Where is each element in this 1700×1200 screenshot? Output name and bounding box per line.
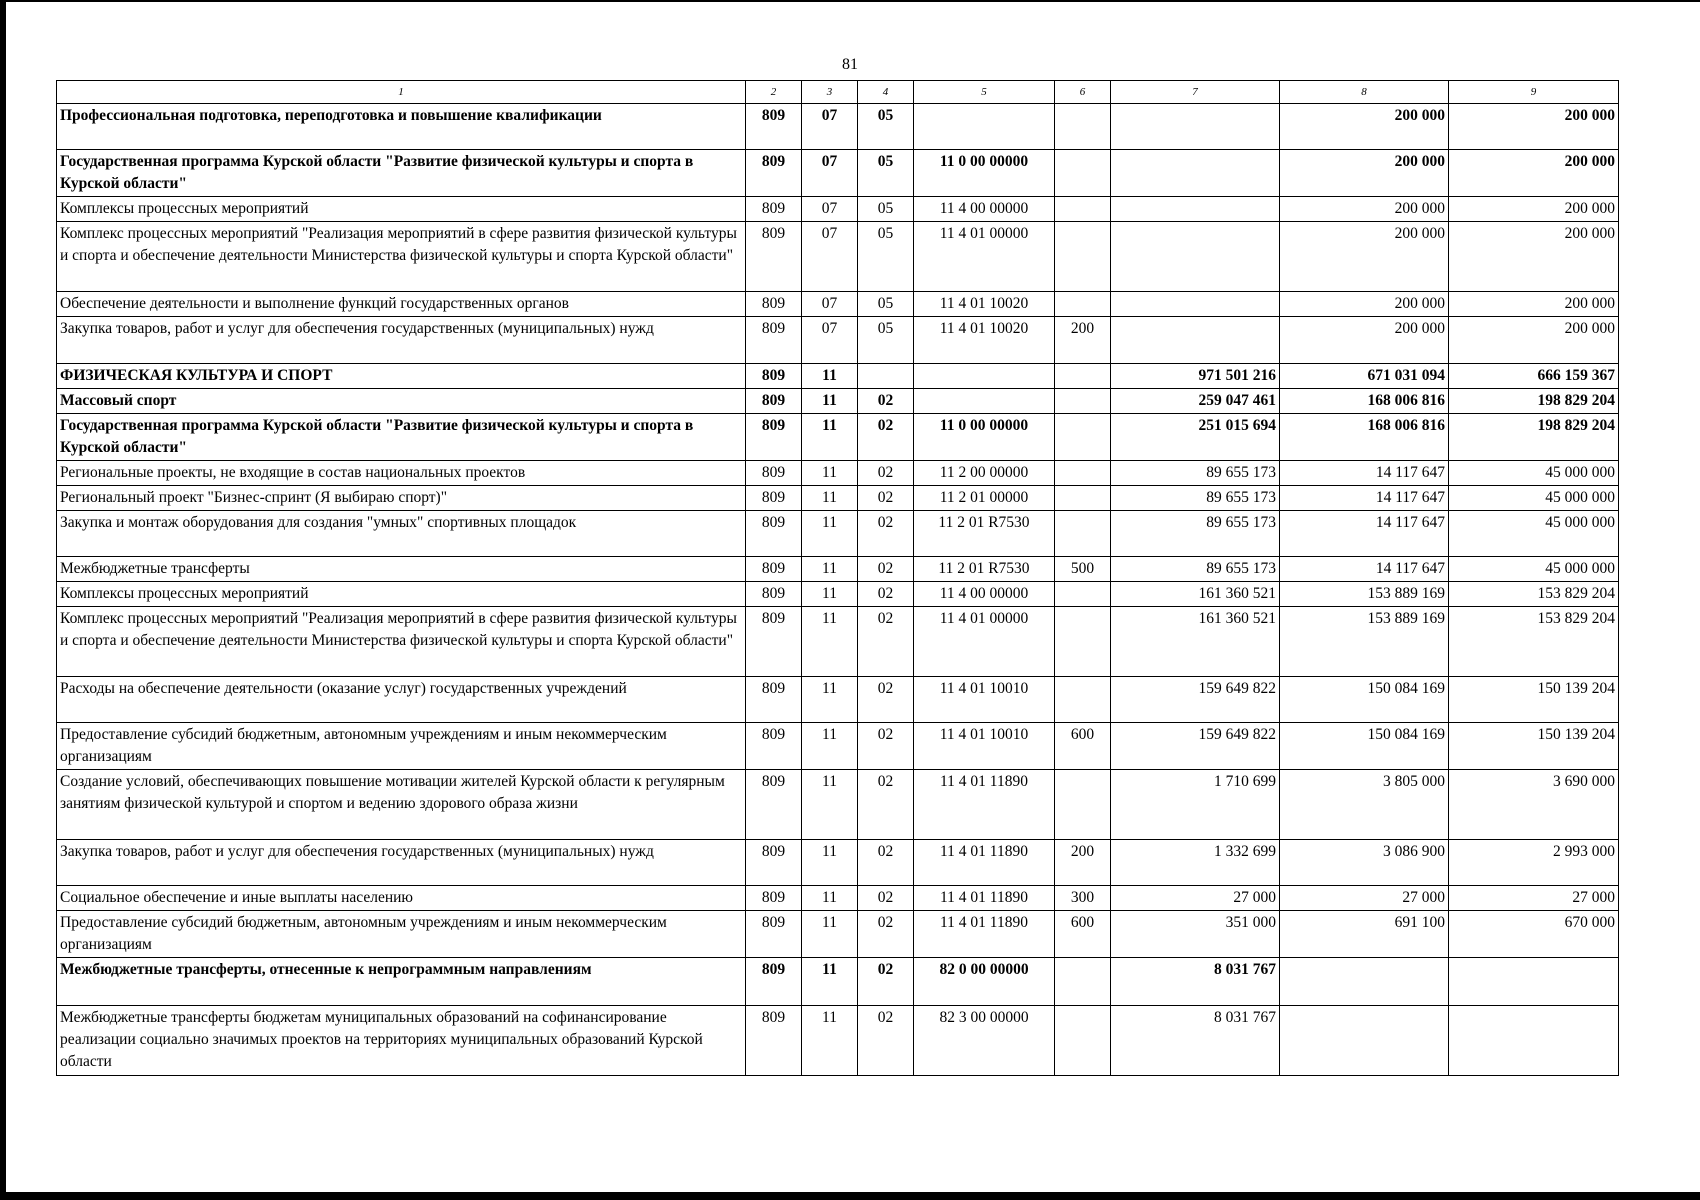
ministry-code-cell: 809	[746, 486, 802, 511]
table-row	[57, 486, 1619, 511]
ministry-code-cell: 809	[746, 104, 802, 150]
table-row	[57, 414, 1619, 461]
target-article-cell: 11 0 00 00000	[914, 150, 1055, 197]
ministry-code-cell: 809	[746, 364, 802, 389]
amount-col7-cell	[1111, 222, 1280, 292]
subsection-code-cell: 02	[858, 389, 914, 414]
amount-col8-cell: 691 100	[1280, 911, 1449, 958]
amount-col9-cell: 150 139 204	[1449, 677, 1619, 723]
amount-col7-cell: 89 655 173	[1111, 486, 1280, 511]
amount-col8-cell: 150 084 169	[1280, 677, 1449, 723]
amount-col9-cell: 198 829 204	[1449, 389, 1619, 414]
row-name-cell: Межбюджетные трансферты	[57, 557, 746, 582]
row-name-cell: Межбюджетные трансферты бюджетам муниципальных образований на софинансирование реализации социально значимых проектов на территориях муниципальных образований Курской области	[57, 1006, 746, 1076]
ministry-code-cell: 809	[746, 677, 802, 723]
ministry-code-cell: 809	[746, 557, 802, 582]
section-code-cell: 11	[802, 461, 858, 486]
target-article-cell: 11 4 01 10010	[914, 677, 1055, 723]
target-article-cell: 11 2 00 00000	[914, 461, 1055, 486]
row-name-cell: Государственная программа Курской области "Развитие физической культуры и спорта в Курской области"	[57, 150, 746, 197]
target-article-cell: 11 4 01 11890	[914, 886, 1055, 911]
target-article-cell: 11 4 00 00000	[914, 582, 1055, 607]
ministry-code-cell: 809	[746, 1006, 802, 1076]
expense-type-cell	[1055, 364, 1111, 389]
section-code-cell: 11	[802, 607, 858, 677]
ministry-code-cell: 809	[746, 292, 802, 317]
amount-col7-cell: 1 332 699	[1111, 840, 1280, 886]
section-code-cell: 11	[802, 723, 858, 770]
section-code-cell: 11	[802, 582, 858, 607]
amount-col8-cell: 3 805 000	[1280, 770, 1449, 840]
subsection-code-cell: 05	[858, 197, 914, 222]
amount-col7-cell	[1111, 317, 1280, 364]
amount-col7-cell	[1111, 104, 1280, 150]
expense-type-cell	[1055, 222, 1111, 292]
row-name-cell: ФИЗИЧЕСКАЯ КУЛЬТУРА И СПОРТ	[57, 364, 746, 389]
subsection-code-cell: 02	[858, 958, 914, 1006]
expense-type-cell	[1055, 461, 1111, 486]
amount-col9-cell: 200 000	[1449, 197, 1619, 222]
expense-type-cell: 600	[1055, 723, 1111, 770]
subsection-code-cell: 02	[858, 911, 914, 958]
amount-col7-cell: 971 501 216	[1111, 364, 1280, 389]
table-row	[57, 104, 1619, 150]
amount-col9-cell: 45 000 000	[1449, 511, 1619, 557]
table-row	[57, 292, 1619, 317]
column-header: 9	[1449, 81, 1619, 104]
expense-type-cell	[1055, 486, 1111, 511]
expense-type-cell	[1055, 511, 1111, 557]
section-code-cell: 11	[802, 840, 858, 886]
amount-col9-cell: 666 159 367	[1449, 364, 1619, 389]
amount-col8-cell: 150 084 169	[1280, 723, 1449, 770]
ministry-code-cell: 809	[746, 317, 802, 364]
expense-type-cell	[1055, 1006, 1111, 1076]
target-article-cell: 11 4 01 00000	[914, 607, 1055, 677]
amount-col7-cell: 89 655 173	[1111, 511, 1280, 557]
amount-col9-cell: 45 000 000	[1449, 486, 1619, 511]
section-code-cell: 07	[802, 150, 858, 197]
expense-type-cell	[1055, 104, 1111, 150]
subsection-code-cell: 05	[858, 222, 914, 292]
amount-col9-cell: 2 993 000	[1449, 840, 1619, 886]
expense-type-cell	[1055, 770, 1111, 840]
row-name-cell: Межбюджетные трансферты, отнесенные к непрограммным направлениям	[57, 958, 746, 1006]
table-row	[57, 677, 1619, 723]
expense-type-cell: 200	[1055, 317, 1111, 364]
ministry-code-cell: 809	[746, 911, 802, 958]
amount-col8-cell: 14 117 647	[1280, 557, 1449, 582]
expense-type-cell	[1055, 292, 1111, 317]
table-row	[57, 958, 1619, 1006]
row-name-cell: Комплекс процессных мероприятий "Реализация мероприятий в сфере развития физической культуры и спорта и обеспечение деятельности Министерства физической культуры и спорта Курской области"	[57, 222, 746, 292]
expense-type-cell	[1055, 389, 1111, 414]
amount-col7-cell: 1 710 699	[1111, 770, 1280, 840]
expense-type-cell	[1055, 582, 1111, 607]
amount-col9-cell: 198 829 204	[1449, 414, 1619, 461]
amount-col9-cell: 200 000	[1449, 292, 1619, 317]
table-row	[57, 197, 1619, 222]
column-header: 3	[802, 81, 858, 104]
amount-col9-cell: 153 829 204	[1449, 607, 1619, 677]
section-code-cell: 11	[802, 364, 858, 389]
table-row	[57, 582, 1619, 607]
row-name-cell: Предоставление субсидий бюджетным, автономным учреждениям и иным некоммерческим организациям	[57, 723, 746, 770]
section-code-cell: 11	[802, 486, 858, 511]
table-row	[57, 389, 1619, 414]
table-row	[57, 886, 1619, 911]
table-row	[57, 511, 1619, 557]
subsection-code-cell: 02	[858, 723, 914, 770]
table-row	[57, 150, 1619, 197]
amount-col8-cell: 200 000	[1280, 292, 1449, 317]
row-name-cell: Закупка и монтаж оборудования для создания "умных" спортивных площадок	[57, 511, 746, 557]
row-name-cell: Комплекс процессных мероприятий "Реализация мероприятий в сфере развития физической культуры и спорта и обеспечение деятельности Министерства физической культуры и спорта Курской области"	[57, 607, 746, 677]
row-name-cell: Массовый спорт	[57, 389, 746, 414]
expense-type-cell: 500	[1055, 557, 1111, 582]
row-name-cell: Региональные проекты, не входящие в состав национальных проектов	[57, 461, 746, 486]
expense-type-cell: 600	[1055, 911, 1111, 958]
amount-col9-cell: 45 000 000	[1449, 461, 1619, 486]
section-code-cell: 07	[802, 317, 858, 364]
amount-col7-cell: 259 047 461	[1111, 389, 1280, 414]
subsection-code-cell: 02	[858, 461, 914, 486]
column-header: 6	[1055, 81, 1111, 104]
expense-type-cell	[1055, 958, 1111, 1006]
amount-col9-cell: 27 000	[1449, 886, 1619, 911]
amount-col9-cell: 150 139 204	[1449, 723, 1619, 770]
amount-col7-cell: 8 031 767	[1111, 1006, 1280, 1076]
budget-table	[56, 80, 1619, 1076]
ministry-code-cell: 809	[746, 723, 802, 770]
subsection-code-cell: 02	[858, 607, 914, 677]
table-row	[57, 911, 1619, 958]
ministry-code-cell: 809	[746, 770, 802, 840]
amount-col8-cell: 200 000	[1280, 150, 1449, 197]
section-code-cell: 11	[802, 958, 858, 1006]
expense-type-cell: 300	[1055, 886, 1111, 911]
target-article-cell: 11 2 01 R7530	[914, 557, 1055, 582]
amount-col9-cell: 153 829 204	[1449, 582, 1619, 607]
target-article-cell	[914, 389, 1055, 414]
amount-col9-cell: 200 000	[1449, 150, 1619, 197]
amount-col7-cell: 159 649 822	[1111, 677, 1280, 723]
section-code-cell: 11	[802, 770, 858, 840]
amount-col8-cell: 168 006 816	[1280, 389, 1449, 414]
ministry-code-cell: 809	[746, 582, 802, 607]
expense-type-cell	[1055, 607, 1111, 677]
amount-col7-cell: 8 031 767	[1111, 958, 1280, 1006]
target-article-cell	[914, 104, 1055, 150]
ministry-code-cell: 809	[746, 511, 802, 557]
section-code-cell: 11	[802, 557, 858, 582]
amount-col8-cell: 200 000	[1280, 104, 1449, 150]
amount-col7-cell: 27 000	[1111, 886, 1280, 911]
amount-col7-cell: 159 649 822	[1111, 723, 1280, 770]
amount-col8-cell: 27 000	[1280, 886, 1449, 911]
row-name-cell: Комплексы процессных мероприятий	[57, 582, 746, 607]
amount-col7-cell	[1111, 150, 1280, 197]
amount-col8-cell: 200 000	[1280, 317, 1449, 364]
amount-col7-cell: 161 360 521	[1111, 607, 1280, 677]
amount-col8-cell	[1280, 1006, 1449, 1076]
row-name-cell: Обеспечение деятельности и выполнение функций государственных органов	[57, 292, 746, 317]
ministry-code-cell: 809	[746, 840, 802, 886]
subsection-code-cell: 02	[858, 414, 914, 461]
target-article-cell: 11 4 01 10020	[914, 317, 1055, 364]
target-article-cell: 82 0 00 00000	[914, 958, 1055, 1006]
target-article-cell: 82 3 00 00000	[914, 1006, 1055, 1076]
table-row	[57, 770, 1619, 840]
table-row	[57, 317, 1619, 364]
subsection-code-cell: 02	[858, 511, 914, 557]
page-number: 81	[842, 56, 858, 73]
target-article-cell: 11 4 00 00000	[914, 197, 1055, 222]
amount-col9-cell: 200 000	[1449, 222, 1619, 292]
section-code-cell: 11	[802, 911, 858, 958]
subsection-code-cell: 02	[858, 677, 914, 723]
amount-col8-cell: 3 086 900	[1280, 840, 1449, 886]
expense-type-cell	[1055, 150, 1111, 197]
amount-col8-cell: 14 117 647	[1280, 511, 1449, 557]
amount-col7-cell: 251 015 694	[1111, 414, 1280, 461]
ministry-code-cell: 809	[746, 414, 802, 461]
row-name-cell: Профессиональная подготовка, переподготовка и повышение квалификации	[57, 104, 746, 150]
amount-col7-cell	[1111, 292, 1280, 317]
amount-col9-cell	[1449, 1006, 1619, 1076]
subsection-code-cell: 02	[858, 557, 914, 582]
expense-type-cell: 200	[1055, 840, 1111, 886]
amount-col7-cell: 161 360 521	[1111, 582, 1280, 607]
section-code-cell: 11	[802, 677, 858, 723]
row-name-cell: Создание условий, обеспечивающих повышение мотивации жителей Курской области к регулярным занятиям физической культурой и спортом и ведению здорового образа жизни	[57, 770, 746, 840]
column-header: 5	[914, 81, 1055, 104]
column-header: 4	[858, 81, 914, 104]
amount-col8-cell: 200 000	[1280, 197, 1449, 222]
target-article-cell: 11 2 01 R7530	[914, 511, 1055, 557]
subsection-code-cell: 02	[858, 840, 914, 886]
row-name-cell: Региональный проект "Бизнес-спринт (Я выбираю спорт)"	[57, 486, 746, 511]
amount-col7-cell	[1111, 197, 1280, 222]
subsection-code-cell: 02	[858, 486, 914, 511]
section-code-cell: 11	[802, 886, 858, 911]
target-article-cell	[914, 364, 1055, 389]
target-article-cell: 11 2 01 00000	[914, 486, 1055, 511]
amount-col8-cell	[1280, 958, 1449, 1006]
target-article-cell: 11 4 01 10020	[914, 292, 1055, 317]
table-row	[57, 461, 1619, 486]
row-name-cell: Государственная программа Курской области "Развитие физической культуры и спорта в Курской области"	[57, 414, 746, 461]
subsection-code-cell: 05	[858, 317, 914, 364]
column-header: 1	[57, 81, 746, 104]
expense-type-cell	[1055, 414, 1111, 461]
expense-type-cell	[1055, 197, 1111, 222]
row-name-cell: Комплексы процессных мероприятий	[57, 197, 746, 222]
ministry-code-cell: 809	[746, 886, 802, 911]
amount-col7-cell: 89 655 173	[1111, 461, 1280, 486]
table-row	[57, 222, 1619, 292]
table-row	[57, 1006, 1619, 1076]
section-code-cell: 07	[802, 197, 858, 222]
amount-col7-cell: 351 000	[1111, 911, 1280, 958]
ministry-code-cell: 809	[746, 222, 802, 292]
table-row	[57, 557, 1619, 582]
column-header: 2	[746, 81, 802, 104]
subsection-code-cell: 02	[858, 582, 914, 607]
amount-col9-cell: 3 690 000	[1449, 770, 1619, 840]
table-row	[57, 364, 1619, 389]
section-code-cell: 11	[802, 389, 858, 414]
subsection-code-cell: 05	[858, 292, 914, 317]
target-article-cell: 11 4 01 11890	[914, 770, 1055, 840]
row-name-cell: Закупка товаров, работ и услуг для обеспечения государственных (муниципальных) нужд	[57, 317, 746, 364]
row-name-cell: Предоставление субсидий бюджетным, автономным учреждениям и иным некоммерческим организациям	[57, 911, 746, 958]
table-row	[57, 607, 1619, 677]
target-article-cell: 11 4 01 11890	[914, 911, 1055, 958]
amount-col9-cell: 670 000	[1449, 911, 1619, 958]
section-code-cell: 07	[802, 104, 858, 150]
table-row	[57, 723, 1619, 770]
ministry-code-cell: 809	[746, 958, 802, 1006]
section-code-cell: 11	[802, 1006, 858, 1076]
amount-col8-cell: 168 006 816	[1280, 414, 1449, 461]
table-row	[57, 840, 1619, 886]
section-code-cell: 07	[802, 292, 858, 317]
expense-type-cell	[1055, 677, 1111, 723]
section-code-cell: 07	[802, 222, 858, 292]
amount-col9-cell: 45 000 000	[1449, 557, 1619, 582]
target-article-cell: 11 4 01 10010	[914, 723, 1055, 770]
subsection-code-cell: 02	[858, 770, 914, 840]
section-code-cell: 11	[802, 414, 858, 461]
row-name-cell: Закупка товаров, работ и услуг для обеспечения государственных (муниципальных) нужд	[57, 840, 746, 886]
target-article-cell: 11 4 01 00000	[914, 222, 1055, 292]
amount-col8-cell: 671 031 094	[1280, 364, 1449, 389]
ministry-code-cell: 809	[746, 197, 802, 222]
target-article-cell: 11 4 01 11890	[914, 840, 1055, 886]
amount-col8-cell: 14 117 647	[1280, 461, 1449, 486]
section-code-cell: 11	[802, 511, 858, 557]
row-name-cell: Расходы на обеспечение деятельности (оказание услуг) государственных учреждений	[57, 677, 746, 723]
amount-col8-cell: 153 889 169	[1280, 607, 1449, 677]
subsection-code-cell: 02	[858, 1006, 914, 1076]
amount-col9-cell: 200 000	[1449, 317, 1619, 364]
ministry-code-cell: 809	[746, 607, 802, 677]
table-body	[57, 104, 1619, 1076]
ministry-code-cell: 809	[746, 150, 802, 197]
subsection-code-cell: 05	[858, 104, 914, 150]
column-header: 8	[1280, 81, 1449, 104]
amount-col7-cell: 89 655 173	[1111, 557, 1280, 582]
amount-col9-cell: 200 000	[1449, 104, 1619, 150]
amount-col8-cell: 153 889 169	[1280, 582, 1449, 607]
subsection-code-cell: 05	[858, 150, 914, 197]
subsection-code-cell	[858, 364, 914, 389]
ministry-code-cell: 809	[746, 461, 802, 486]
column-number-row	[57, 81, 1619, 104]
ministry-code-cell: 809	[746, 389, 802, 414]
amount-col9-cell	[1449, 958, 1619, 1006]
amount-col8-cell: 14 117 647	[1280, 486, 1449, 511]
column-header: 7	[1111, 81, 1280, 104]
subsection-code-cell: 02	[858, 886, 914, 911]
amount-col8-cell: 200 000	[1280, 222, 1449, 292]
row-name-cell: Социальное обеспечение и иные выплаты населению	[57, 886, 746, 911]
target-article-cell: 11 0 00 00000	[914, 414, 1055, 461]
